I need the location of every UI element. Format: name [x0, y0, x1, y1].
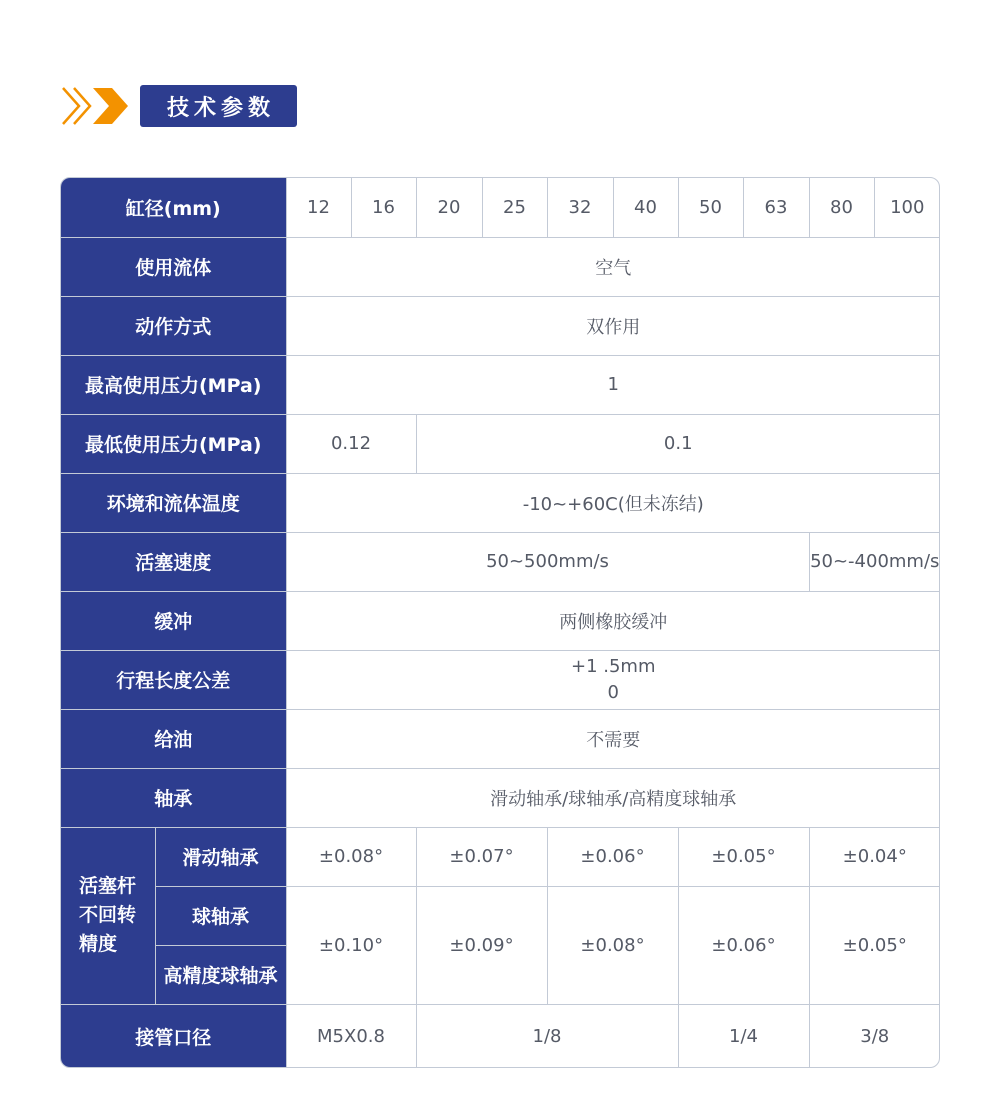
row-label-lubrication: 给油: [61, 709, 286, 768]
table-row-max-pressure: [61, 355, 940, 414]
table-row-min-pressure: [61, 414, 940, 473]
bore-value: 63: [743, 178, 809, 237]
row-label-temperature: 环境和流体温度: [61, 473, 286, 532]
table-row-ball-bearing: [61, 886, 940, 945]
port-value: 1/8: [416, 1004, 678, 1068]
stroke-tolerance-value: [286, 650, 940, 709]
slide-accuracy-value: ±0.04°: [809, 827, 940, 886]
bore-value: 50: [678, 178, 743, 237]
bore-value: 25: [482, 178, 547, 237]
sub-label-slide-bearing: 滑动轴承: [155, 827, 286, 886]
spec-table: [60, 177, 940, 1068]
row-label-cushion: 缓冲: [61, 591, 286, 650]
fluid-value: 空气: [286, 237, 940, 296]
rotation-accuracy-label-line: 不回转: [79, 904, 137, 926]
row-label-fluid: 使用流体: [61, 237, 286, 296]
row-label-bore: 缸径(mm): [61, 178, 286, 237]
bore-value: 12: [286, 178, 351, 237]
slide-accuracy-value: ±0.06°: [547, 827, 678, 886]
bore-value: 20: [416, 178, 482, 237]
ball-accuracy-value: ±0.06°: [678, 886, 809, 1004]
table-row-action: [61, 296, 940, 355]
stroke-tolerance-upper: +1 .5mm: [571, 655, 656, 677]
double-chevron-icon: [60, 85, 130, 127]
bore-value: 80: [809, 178, 874, 237]
slide-accuracy-value: ±0.07°: [416, 827, 547, 886]
ball-accuracy-value: ±0.05°: [809, 886, 940, 1004]
rotation-accuracy-label-line: 精度: [79, 933, 118, 955]
row-label-stroke-tolerance: 行程长度公差: [61, 650, 286, 709]
port-value: 1/4: [678, 1004, 809, 1068]
bore-value: 100: [874, 178, 940, 237]
bore-value: 16: [351, 178, 416, 237]
action-value: 双作用: [286, 296, 940, 355]
table-row-temperature: [61, 473, 940, 532]
table-row-stroke-tolerance: [61, 650, 940, 709]
port-value: 3/8: [809, 1004, 940, 1068]
piston-speed-value: 50~500mm/s: [286, 532, 809, 591]
piston-speed-value: 50~-400mm/s: [809, 532, 940, 591]
bearing-value: 滑动轴承/球轴承/高精度球轴承: [286, 768, 940, 827]
max-pressure-value: 1: [286, 355, 940, 414]
bore-value: 40: [613, 178, 678, 237]
min-pressure-value: 0.1: [416, 414, 940, 473]
rotation-accuracy-label-line: 活塞杆: [79, 875, 137, 897]
ball-accuracy-value: ±0.08°: [547, 886, 678, 1004]
temperature-value: -10~+60C(但未冻结): [286, 473, 940, 532]
section-header: [60, 85, 297, 127]
sub-label-ball-bearing: 球轴承: [155, 886, 286, 945]
table-row-piston-speed: [61, 532, 940, 591]
table-row-bore: [61, 178, 940, 237]
table-row-bearing: [61, 768, 940, 827]
slide-accuracy-value: ±0.05°: [678, 827, 809, 886]
ball-accuracy-value: ±0.09°: [416, 886, 547, 1004]
bore-value: 32: [547, 178, 613, 237]
stroke-tolerance-lower: 0: [607, 681, 619, 703]
row-label-piston-speed: 活塞速度: [61, 532, 286, 591]
slide-accuracy-value: ±0.08°: [286, 827, 416, 886]
row-label-bearing: 轴承: [61, 768, 286, 827]
row-label-port: 接管口径: [61, 1004, 286, 1068]
sub-label-high-precision-bearing: 高精度球轴承: [155, 945, 286, 1004]
row-label-max-pressure: 最高使用压力(MPa): [61, 355, 286, 414]
table-row-fluid: [61, 237, 940, 296]
table-row-cushion: [61, 591, 940, 650]
row-label-action: 动作方式: [61, 296, 286, 355]
lubrication-value: 不需要: [286, 709, 940, 768]
table-row-lubrication: [61, 709, 940, 768]
table-row-slide-bearing: [61, 827, 940, 886]
ball-accuracy-value: ±0.10°: [286, 886, 416, 1004]
row-label-rotation-accuracy: [61, 827, 155, 1004]
cushion-value: 两侧橡胶缓冲: [286, 591, 940, 650]
row-label-min-pressure: 最低使用压力(MPa): [61, 414, 286, 473]
table-row-port: [61, 1004, 940, 1068]
port-value: M5X0.8: [286, 1004, 416, 1068]
section-title: 技术参数: [140, 85, 297, 127]
min-pressure-value: 0.12: [286, 414, 416, 473]
